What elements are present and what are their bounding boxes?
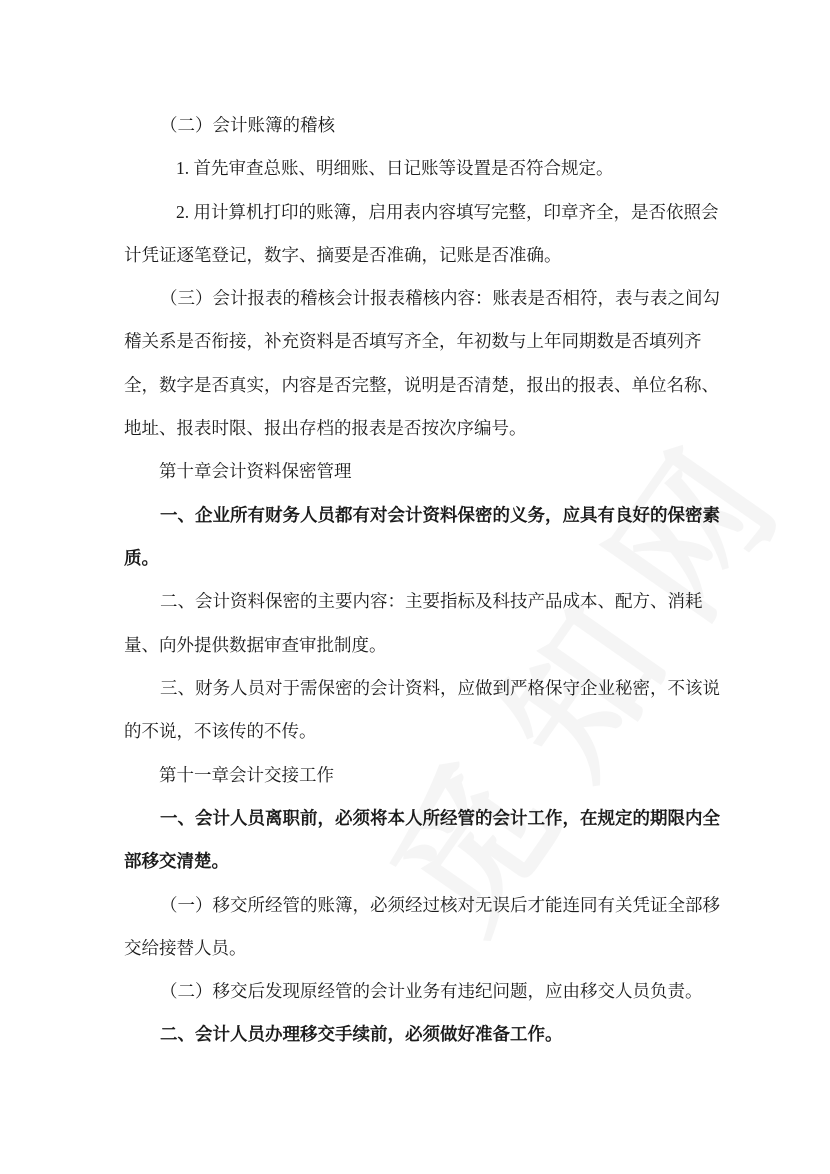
bold-paragraph-line: 一、会计人员离职前，必须将本人所经管的会计工作，在规定的期限内全 <box>160 808 720 828</box>
paragraph-line: 2. 用计算机打印的账簿，启用表内容填写完整，印章齐全，是否依照会 <box>176 202 719 222</box>
paragraph-line: 二、会计资料保密的主要内容：主要指标及科技产品成本、配方、消耗 <box>160 591 703 611</box>
paragraph-line: 交给接替人员。 <box>124 938 247 958</box>
paragraph-line: 地址、报表时限、报出存档的报表是否按次序编号。 <box>124 418 527 438</box>
bold-paragraph-line: 质。 <box>124 548 159 568</box>
paragraph-line: （一）移交所经管的账簿，必须经过核对无误后才能连同有关凭证全部移 <box>160 895 720 915</box>
watermark <box>333 373 830 964</box>
bold-paragraph-line: 部移交清楚。 <box>124 851 229 871</box>
paragraph-line: 量、向外提供数据审查审批制度。 <box>124 635 387 655</box>
chapter-heading: 第十章会计资料保密管理 <box>159 461 352 481</box>
paragraph-line: （三）会计报表的稽核会计报表稽核内容：账表是否相符，表与表之间勾 <box>160 288 720 308</box>
paragraph-line: 计凭证逐笔登记，数字、摘要是否准确，记账是否准确。 <box>124 245 562 265</box>
section-heading: （二）会计账簿的稽核 <box>160 115 335 135</box>
bold-paragraph-line: 一、企业所有财务人员都有对会计资料保密的义务，应具有良好的保密素 <box>160 505 720 525</box>
bold-paragraph-line: 二、会计人员办理移交手续前，必须做好准备工作。 <box>160 1024 563 1044</box>
paragraph-line: 稽关系是否衔接，补充资料是否填写齐全，年初数与上年同期数是否填列齐 <box>124 331 702 351</box>
paragraph-line: 全，数字是否真实，内容是否完整，说明是否清楚，报出的报表、单位名称、 <box>124 375 719 395</box>
paragraph-line: 的不说，不该传的不传。 <box>124 721 317 741</box>
paragraph-line: （二）移交后发现原经管的会计业务有违纪问题，应由移交人员负责。 <box>160 981 703 1001</box>
chapter-heading: 第十一章会计交接工作 <box>159 765 334 785</box>
paragraph-line: 三、财务人员对于需保密的会计资料，应做到严格保守企业秘密，不该说 <box>160 678 720 698</box>
paragraph-line: 1. 首先审查总账、明细账、日记账等设置是否符合规定。 <box>176 158 614 178</box>
